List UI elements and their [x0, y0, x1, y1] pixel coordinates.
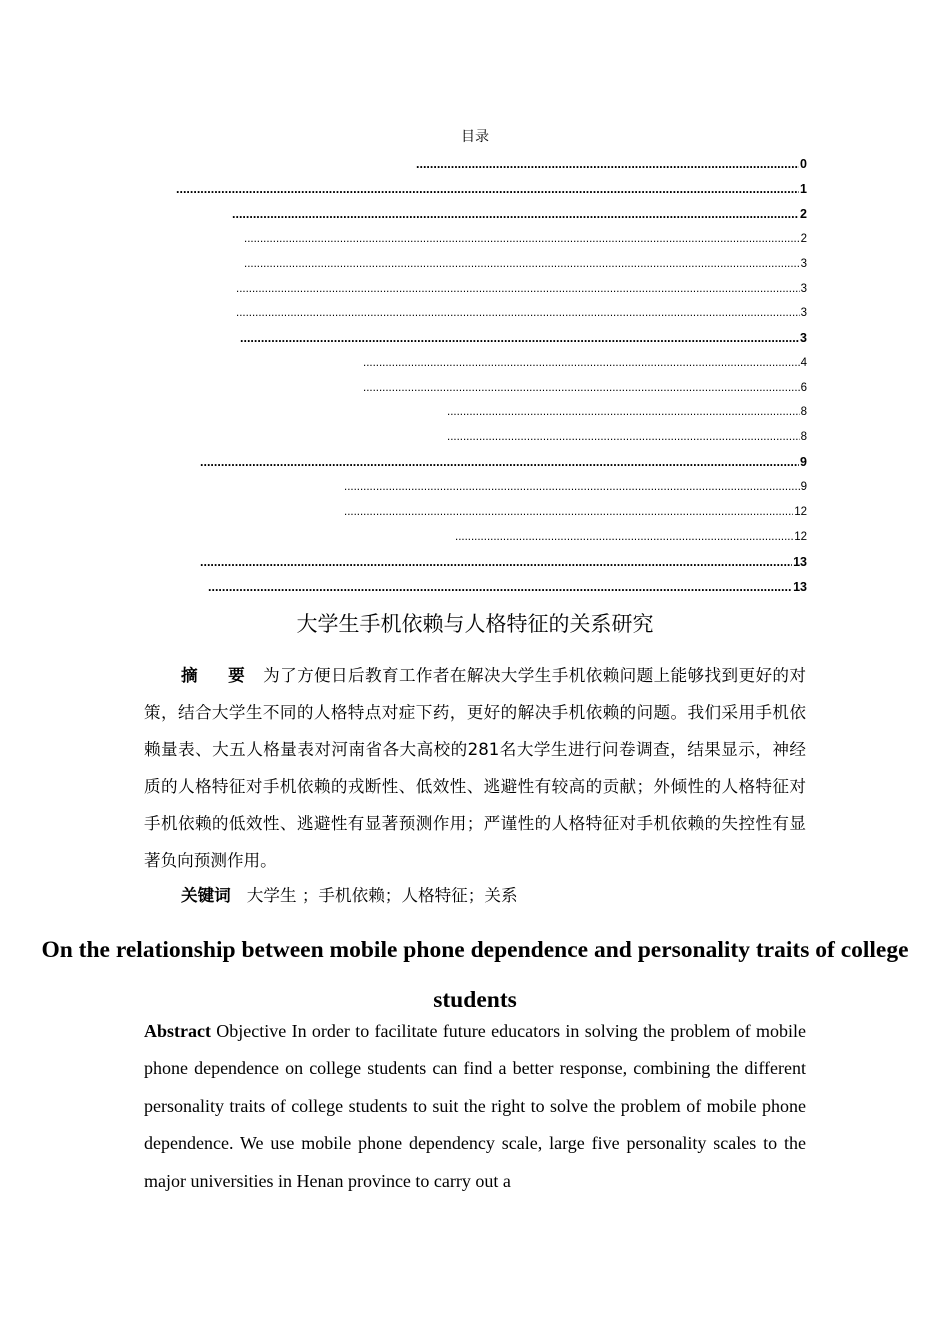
english-abstract: [144, 1013, 806, 1200]
toc-leader-dots: [363, 356, 800, 370]
chinese-abstract: [144, 657, 806, 880]
toc-page-number: 13: [793, 580, 807, 594]
toc-title: 目录: [461, 129, 489, 145]
chinese-keywords: [181, 881, 806, 911]
toc-leader-dots: [447, 430, 800, 444]
toc-leader-dots: [236, 282, 800, 296]
toc-page-number: 2: [800, 207, 807, 221]
toc-leader-dots: [416, 157, 799, 171]
toc-entry[interactable]: [208, 576, 807, 594]
toc-entry[interactable]: [232, 203, 807, 221]
toc-page-number: 12: [794, 531, 807, 543]
english-abstract-text: Objective In order to facilitate future educators in solving the problem of mobile phone dependence on college students can find a better response, combining the different personality traits of college students to suit the right to solve the problem of mobile phone dependence. We use mobile phone dependency scale, large five personality scales to the major universities in Henan province to carry out a: [144, 1021, 806, 1191]
toc-entry[interactable]: [455, 526, 807, 544]
toc-entry[interactable]: [416, 153, 807, 171]
toc-entry[interactable]: [244, 253, 807, 271]
chinese-title: 大学生手机依赖与人格特征的关系研究: [296, 612, 654, 636]
toc-leader-dots: [363, 381, 800, 395]
toc-entry[interactable]: [244, 228, 807, 246]
toc-page-number: 6: [800, 382, 807, 394]
toc-leader-dots: [344, 505, 793, 519]
toc-leader-dots: [236, 306, 800, 320]
toc-entry[interactable]: [240, 327, 807, 345]
toc-page-number: 13: [793, 555, 807, 569]
toc-leader-dots: [455, 530, 793, 544]
toc-page-number: 2: [800, 233, 807, 245]
toc-page-number: 3: [800, 283, 807, 295]
toc-entry[interactable]: [176, 178, 807, 196]
english-abstract-label: Abstract: [144, 1021, 211, 1041]
toc-page-number: 3: [800, 258, 807, 270]
toc-page-number: 9: [800, 481, 807, 493]
toc-entry[interactable]: [363, 352, 807, 370]
toc-entry[interactable]: [236, 278, 807, 296]
toc-entry[interactable]: [200, 551, 807, 569]
toc-leader-dots: [240, 331, 799, 345]
toc-page-number: 8: [800, 406, 807, 418]
toc-entry[interactable]: [344, 476, 807, 494]
toc-page-number: 9: [800, 455, 807, 469]
toc-page-number: 4: [800, 357, 807, 369]
toc-leader-dots: [208, 580, 792, 594]
chinese-keywords-text: 大学生 ；手机依赖；人格特征；关系: [246, 886, 518, 905]
toc-page-number: 3: [800, 307, 807, 319]
toc-page-number: 8: [800, 431, 807, 443]
toc-leader-dots: [244, 257, 800, 271]
toc-leader-dots: [200, 555, 792, 569]
toc-leader-dots: [200, 455, 799, 469]
toc-leader-dots: [176, 182, 799, 196]
chinese-keywords-label: 关键词: [181, 886, 231, 905]
chinese-abstract-label: 摘 要: [181, 666, 258, 685]
toc-leader-dots: [232, 207, 799, 221]
toc-entry[interactable]: [447, 401, 807, 419]
toc-entry[interactable]: [200, 451, 807, 469]
toc-entry[interactable]: [344, 501, 807, 519]
toc-page-number: 3: [800, 331, 807, 345]
toc-page-number: 0: [800, 157, 807, 171]
toc-entry[interactable]: [363, 377, 807, 395]
toc-leader-dots: [244, 232, 800, 246]
toc-page-number: 12: [794, 506, 807, 518]
toc-page-number: 1: [800, 182, 807, 196]
toc-leader-dots: [344, 480, 800, 494]
toc-entry[interactable]: [236, 302, 807, 320]
chinese-abstract-text: 为了方便日后教育工作者在解决大学生手机依赖问题上能够找到更好的对策，结合大学生不同的人格特点对症下药，更好的解决手机依赖的问题。我们采用手机依赖量表、大五人格量表对河南省各大高校的281名大学生进行问卷调查，结果显示，神经质的人格特征对手机依赖的戎断性、低效性、逃避性有较高的贡献；外倾性的人格特征对手机依赖的低效性、逃避性有显著预测作用；严谨性的人格特征对手机依赖的失控性有显著负向预测作用。: [144, 666, 807, 871]
english-title: On the relationship between mobile phone dependence and personality traits of college students: [41, 937, 909, 1013]
toc-leader-dots: [447, 405, 800, 419]
toc-entry[interactable]: [447, 426, 807, 444]
